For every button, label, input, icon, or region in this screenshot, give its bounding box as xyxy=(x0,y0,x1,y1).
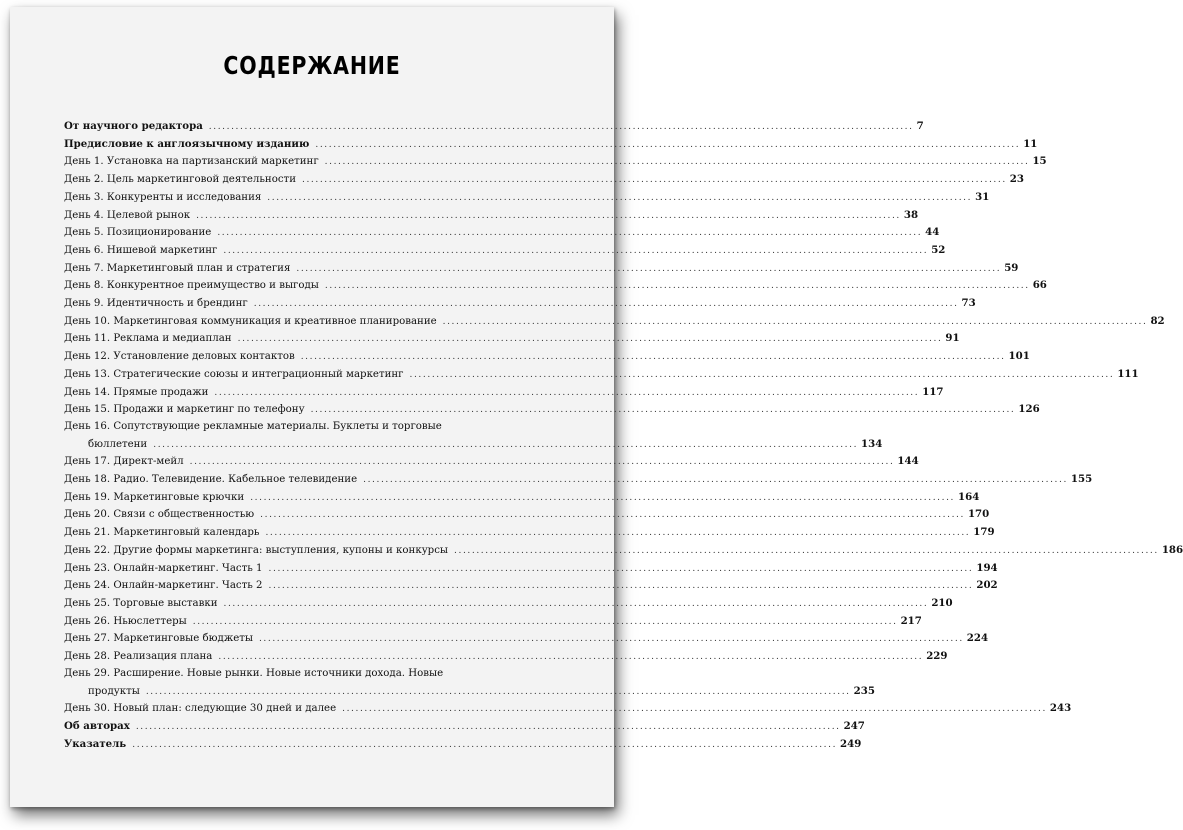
toc-entry-page: 194 xyxy=(976,561,998,574)
toc-entry-title: День 20. Связи с общественностью xyxy=(64,509,255,521)
toc-entry-page: 101 xyxy=(1008,350,1030,363)
toc-entry-title: День 22. Другие формы маркетинга: выступления, купоны и конкурсы xyxy=(64,544,449,556)
toc-entry xyxy=(64,736,862,754)
toc-entry-title: День 16. Сопутствующие рекламные материалы. Буклеты и торговые xyxy=(64,420,442,432)
toc-entry xyxy=(64,330,960,348)
toc-entry-page: 186 xyxy=(1161,543,1183,556)
dot-leader: .............................................................................................................................................................. xyxy=(363,475,1068,486)
toc-entry-title: День 14. Прямые продажи xyxy=(64,386,209,398)
toc-entry xyxy=(64,666,875,700)
dot-leader: .............................................................................................................................................................. xyxy=(267,192,973,203)
toc-entry-title: День 17. Директ-мейл xyxy=(64,456,184,468)
toc-entry xyxy=(64,207,919,225)
toc-entry-page: 170 xyxy=(967,508,990,521)
toc-entry-page: 144 xyxy=(897,455,919,468)
dot-leader: .............................................................................................................................................................. xyxy=(189,457,895,468)
toc-entry xyxy=(64,313,1165,331)
toc-entry xyxy=(64,242,946,260)
toc-entry-page: 73 xyxy=(961,297,976,310)
toc-entry-page: 31 xyxy=(975,190,990,203)
toc-entry-page: 91 xyxy=(945,332,960,345)
dot-leader: .............................................................................................................................................................. xyxy=(260,510,965,521)
toc-entry-page: 134 xyxy=(861,437,883,450)
toc-entry xyxy=(64,613,922,631)
toc-entry-page: 247 xyxy=(843,719,865,732)
toc-entry xyxy=(64,136,1038,154)
toc-entry-title: День 27. Маркетинговые бюджеты xyxy=(64,633,253,645)
toc-entry xyxy=(64,489,980,507)
dot-leader: .............................................................................................................................................................. xyxy=(265,528,971,539)
dot-leader: .............................................................................................................................................................. xyxy=(223,245,929,256)
toc-entry xyxy=(64,419,883,453)
toc-entry xyxy=(64,453,919,471)
dot-leader: .............................................................................................................................................................. xyxy=(442,316,1148,327)
toc-entry xyxy=(64,295,976,313)
toc-entry-title: День 25. Торговые выставки xyxy=(64,597,218,609)
toc-entry-page: 52 xyxy=(931,243,946,256)
dot-leader: .............................................................................................................................................................. xyxy=(214,387,920,398)
toc-entry-title-continued: продукты xyxy=(88,685,140,697)
dot-leader: .............................................................................................................................................................. xyxy=(196,210,901,221)
toc-entry-page: 23 xyxy=(1009,173,1024,186)
toc-entry-title: День 12. Установление деловых контактов xyxy=(64,351,295,363)
toc-entry-page: 249 xyxy=(840,737,862,750)
toc-entry-page: 59 xyxy=(1004,261,1019,274)
toc-entry-page: 38 xyxy=(903,208,919,221)
toc-entry-title: День 7. Маркетинговый план и стратегия xyxy=(64,262,291,274)
toc-entry-page: 235 xyxy=(853,684,875,697)
toc-entry-title: Указатель xyxy=(64,737,127,750)
toc-entry-title: День 1. Установка на партизанский маркетинг xyxy=(64,156,319,168)
toc-entry-title: День 6. Нишевой маркетинг xyxy=(64,244,218,256)
toc-entry xyxy=(64,118,924,136)
dot-leader: .............................................................................................................................................................. xyxy=(145,686,851,697)
toc-entry xyxy=(64,560,998,578)
dot-leader: .............................................................................................................................................................. xyxy=(454,545,1159,556)
toc-entry-title: День 8. Конкурентное преимущество и выгоды xyxy=(64,280,319,292)
toc-entry-title-continued: бюллетени xyxy=(88,438,148,450)
toc-entry-title: День 21. Маркетинговый календарь xyxy=(64,527,260,539)
dot-leader: .............................................................................................................................................................. xyxy=(192,616,898,627)
toc-entry-title: День 18. Радио. Телевидение. Кабельное телевидение xyxy=(64,474,358,486)
toc-entry-title: День 23. Онлайн-маркетинг. Часть 1 xyxy=(64,562,263,574)
toc-entry xyxy=(64,648,948,666)
dot-leader: .............................................................................................................................................................. xyxy=(250,492,956,503)
dot-leader: .............................................................................................................................................................. xyxy=(268,563,974,574)
toc-entry xyxy=(64,366,1139,384)
toc-entry-title: День 10. Маркетинговая коммуникация и креативное планирование xyxy=(64,315,437,327)
toc-entry-page: 217 xyxy=(900,614,922,627)
toc-entry xyxy=(64,524,995,542)
dot-leader: .............................................................................................................................................................. xyxy=(409,369,1115,380)
toc-entry-title: День 2. Цель маркетинговой деятельности xyxy=(64,174,296,186)
toc-entry-title: Предисловие к англоязычному изданию xyxy=(64,137,310,150)
toc-entry xyxy=(64,700,1072,718)
toc-entry-page: 210 xyxy=(931,596,953,609)
dot-leader: .............................................................................................................................................................. xyxy=(132,739,838,750)
dot-leader: .............................................................................................................................................................. xyxy=(217,228,923,239)
dot-leader: .............................................................................................................................................................. xyxy=(315,139,1021,150)
document-page xyxy=(10,7,1183,807)
toc-entry xyxy=(64,153,1047,171)
dot-leader: .............................................................................................................................................................. xyxy=(208,122,914,132)
toc-entry-title: День 24. Онлайн-маркетинг. Часть 2 xyxy=(64,580,263,592)
toc-entry xyxy=(64,260,1019,278)
toc-entry-title: День 9. Идентичность и брендинг xyxy=(64,298,248,310)
toc-entry xyxy=(64,171,1024,189)
toc-entry xyxy=(64,277,1047,295)
dot-leader: .............................................................................................................................................................. xyxy=(253,299,959,310)
toc-entry xyxy=(64,630,989,648)
dot-leader: .............................................................................................................................................................. xyxy=(258,634,964,645)
toc-entry-title: День 26. Ньюслеттеры xyxy=(64,615,187,627)
toc-entry-page: 44 xyxy=(925,226,940,239)
toc-entry xyxy=(64,189,990,207)
toc-entry-title: День 29. Расширение. Новые рынки. Новые источники дохода. Новые xyxy=(64,667,444,679)
toc-entry-page: 126 xyxy=(1018,403,1040,416)
dot-leader: .............................................................................................................................................................. xyxy=(324,157,1030,168)
toc-entry-page: 82 xyxy=(1150,314,1165,327)
dot-leader: .............................................................................................................................................................. xyxy=(237,334,943,345)
toc-entry xyxy=(64,384,944,402)
dot-leader: .............................................................................................................................................................. xyxy=(310,405,1016,416)
dot-leader: .............................................................................................................................................................. xyxy=(218,652,924,663)
toc-entry-title: День 5. Позиционирование xyxy=(64,227,212,239)
toc-entry xyxy=(64,401,1040,419)
toc-entry xyxy=(64,542,1183,560)
toc-entry-title: День 11. Реклама и медиаплан xyxy=(64,333,232,345)
toc-entry xyxy=(64,224,940,242)
toc-entry xyxy=(64,506,990,524)
toc-entry xyxy=(64,471,1093,489)
dot-leader: .............................................................................................................................................................. xyxy=(268,581,974,592)
toc-entry-title: День 3. Конкуренты и исследования xyxy=(64,191,262,203)
toc-entry-title: От научного редактора xyxy=(64,120,203,132)
toc-entry-page: 111 xyxy=(1117,367,1139,380)
dot-leader: .............................................................................................................................................................. xyxy=(223,598,929,609)
toc-entry-title: День 30. Новый план: следующие 30 дней и далее xyxy=(64,703,337,715)
toc-entry-page: 66 xyxy=(1032,279,1047,292)
toc-entry-title: День 28. Реализация плана xyxy=(64,651,213,663)
dot-leader: .............................................................................................................................................................. xyxy=(135,721,841,732)
dot-leader: .............................................................................................................................................................. xyxy=(342,704,1047,715)
toc-entry-page: 164 xyxy=(958,490,980,503)
dot-leader: .............................................................................................................................................................. xyxy=(324,281,1030,292)
toc-entry-page: 243 xyxy=(1049,702,1072,715)
toc-entry xyxy=(64,718,865,736)
dot-leader: .............................................................................................................................................................. xyxy=(153,439,859,450)
dot-leader: .............................................................................................................................................................. xyxy=(296,263,1002,274)
dot-leader: .............................................................................................................................................................. xyxy=(300,352,1006,363)
toc-entry-title: День 13. Стратегические союзы и интеграционный маркетинг xyxy=(64,368,404,380)
toc-entry xyxy=(64,577,998,595)
toc-entry-page: 15 xyxy=(1032,155,1047,168)
toc-entry-page: 179 xyxy=(973,526,995,539)
toc-entry-page: 229 xyxy=(926,650,948,663)
toc-entry xyxy=(64,595,953,613)
toc-entry-page: 202 xyxy=(976,579,998,592)
toc-entry-title: День 4. Целевой рынок xyxy=(64,209,191,221)
dot-leader: .............................................................................................................................................................. xyxy=(301,175,1007,186)
toc-entry-page: 224 xyxy=(966,632,989,645)
toc-entry-title: Об авторах xyxy=(64,719,130,732)
table-of-contents xyxy=(64,118,1183,753)
toc-entry-title: День 19. Маркетинговые крючки xyxy=(64,491,245,503)
toc-entry xyxy=(64,348,1030,366)
page-title: СОДЕРЖАНИЕ xyxy=(223,51,401,80)
toc-entry-page: 117 xyxy=(922,385,944,398)
toc-entry-page: 11 xyxy=(1023,137,1038,150)
toc-entry-page: 155 xyxy=(1070,473,1093,486)
toc-entry-title: День 15. Продажи и маркетинг по телефону xyxy=(64,404,305,416)
toc-entry-page: 7 xyxy=(916,120,924,132)
